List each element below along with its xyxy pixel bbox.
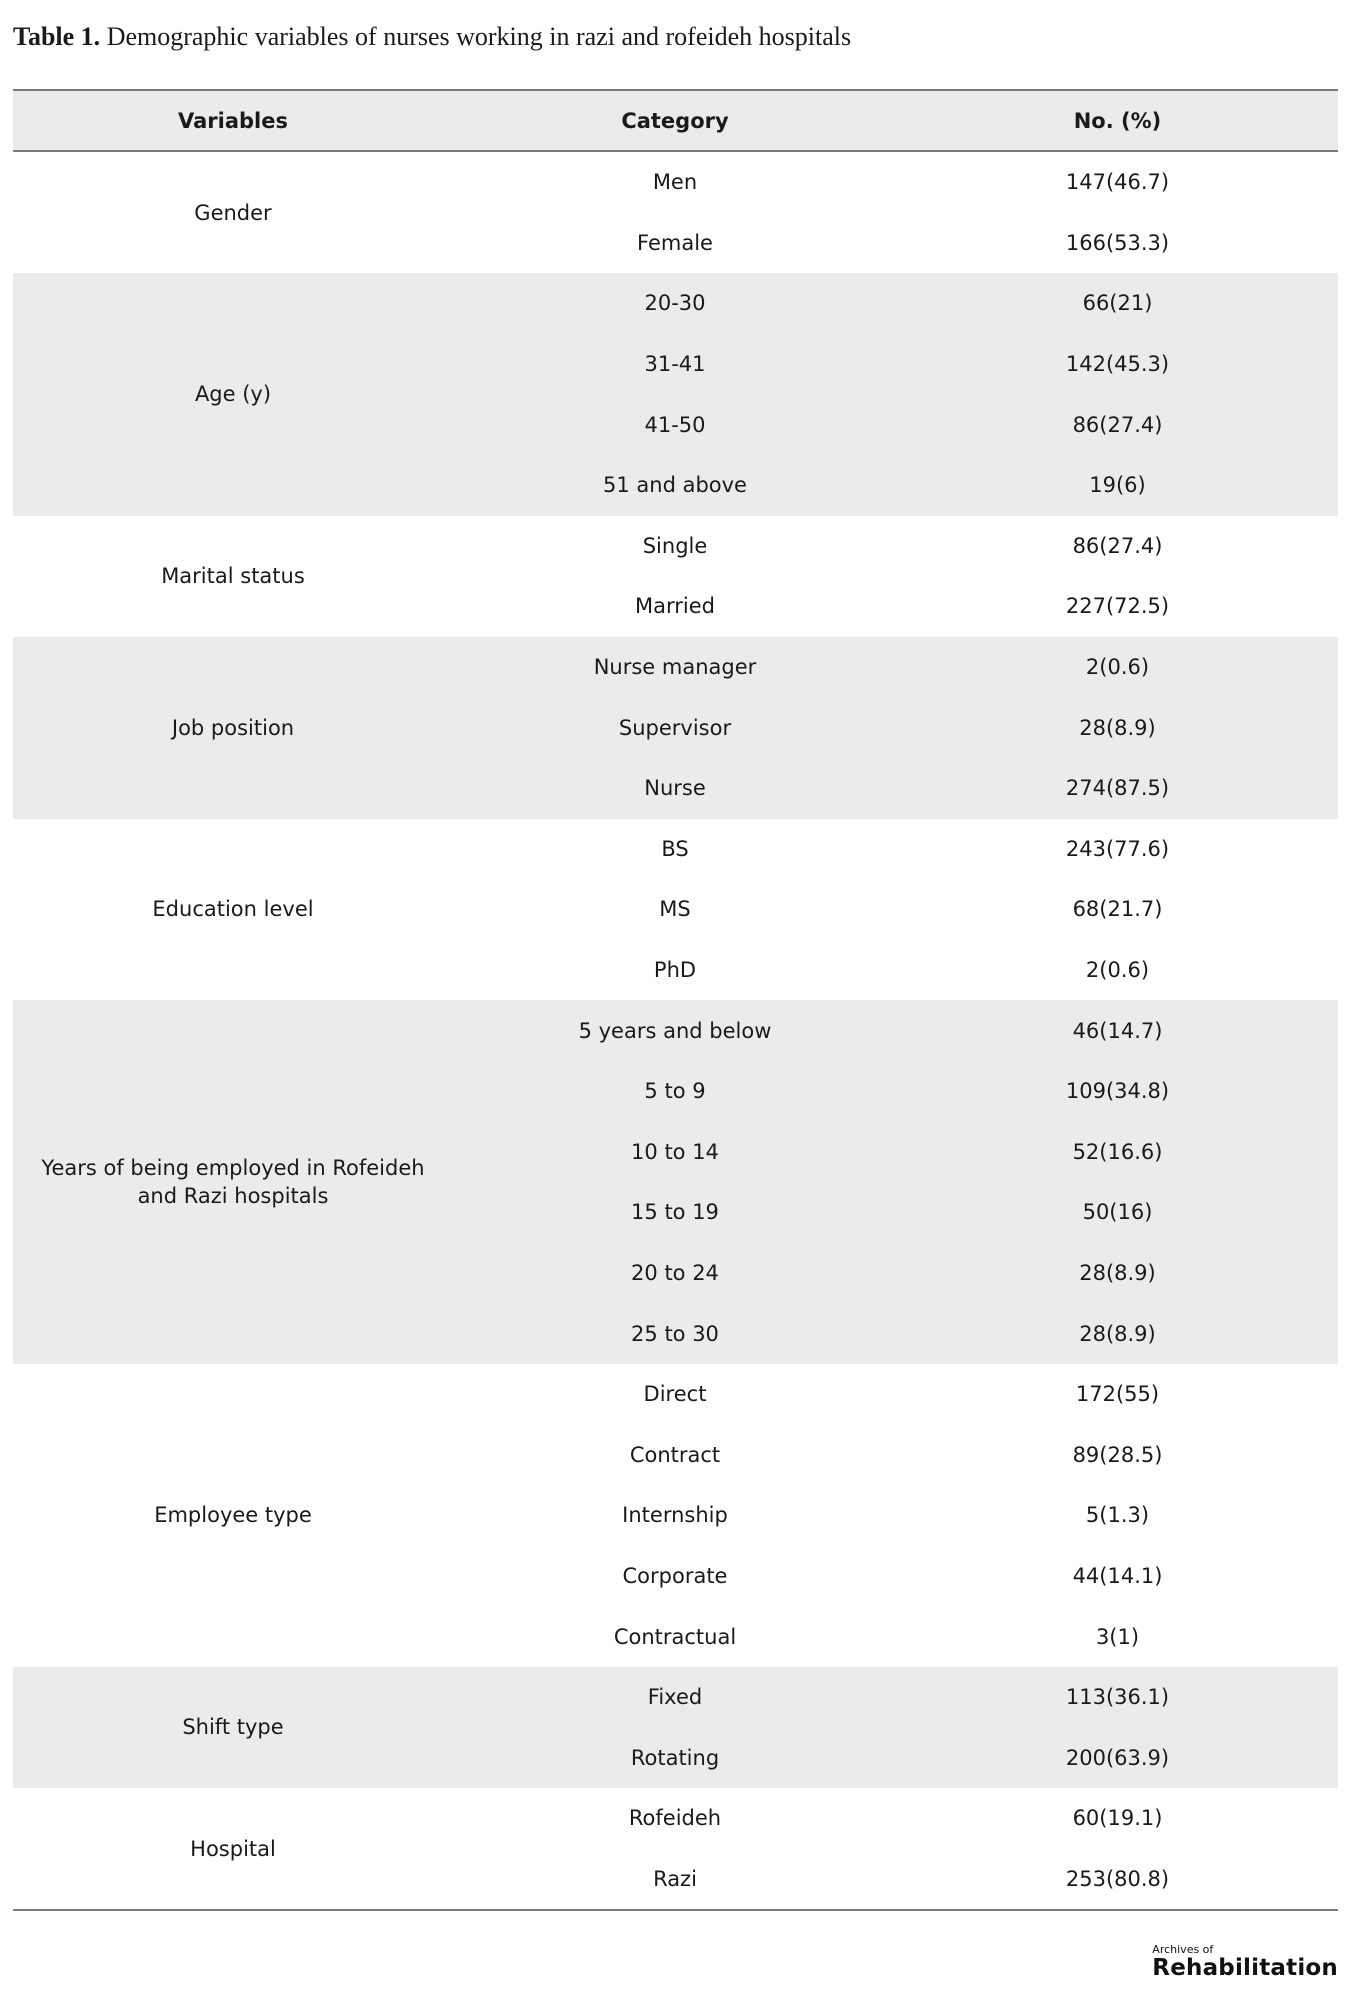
table-caption-text: Demographic variables of nurses working in razi and rofeideh hospitals (100, 22, 852, 51)
category-cell: Married (635, 594, 715, 619)
value-cell: 46(14.7) (1072, 1018, 1163, 1043)
table-row (453, 697, 1338, 758)
category-cell: 41-50 (644, 412, 706, 437)
table-row (453, 1303, 1338, 1364)
value-cell: 2(0.6) (1085, 655, 1150, 680)
category-cell: Nurse (644, 776, 706, 801)
table-row (453, 1364, 1338, 1425)
table-row (453, 1182, 1338, 1243)
category-cell: 51 and above (603, 473, 747, 498)
value-cell: 86(27.4) (1072, 533, 1163, 558)
table-group (13, 1364, 1338, 1667)
category-cell: Men (652, 170, 698, 195)
table-row (453, 152, 1338, 213)
value-cell: 243(77.6) (1065, 836, 1170, 861)
category-cell: Supervisor (618, 715, 732, 740)
category-cell: 5 to 9 (644, 1079, 706, 1104)
value-cell: 44(14.1) (1072, 1563, 1163, 1588)
category-cell: Razi (653, 1866, 697, 1891)
value-cell: 50(16) (1082, 1200, 1153, 1225)
category-cell: PhD (653, 958, 697, 983)
category-cell: Rotating (630, 1745, 720, 1770)
table-row (453, 940, 1338, 1001)
table-row (453, 334, 1338, 395)
table-row (453, 819, 1338, 880)
variable-cell: Marital status (161, 564, 305, 589)
value-cell: 52(16.6) (1072, 1139, 1163, 1164)
value-cell: 147(46.7) (1065, 170, 1170, 195)
value-cell: 28(8.9) (1079, 1321, 1156, 1346)
value-cell: 227(72.5) (1065, 594, 1170, 619)
table-group (13, 273, 1338, 515)
table-row (453, 1727, 1338, 1788)
category-cell: Female (637, 230, 713, 255)
table-row (453, 516, 1338, 577)
table-header-row (13, 91, 1338, 152)
variable-cell: Age (y) (194, 382, 272, 407)
journal-logo-small-text: Archives of (1152, 1943, 1214, 1956)
category-cell: Internship (622, 1503, 728, 1528)
value-cell: 142(45.3) (1065, 352, 1170, 377)
table-row (453, 1061, 1338, 1122)
header-variables: Variables (178, 108, 288, 133)
value-cell: 274(87.5) (1065, 776, 1170, 801)
table-row (453, 1546, 1338, 1607)
table-group (13, 819, 1338, 1001)
table-row (453, 576, 1338, 637)
variable-cell: Shift type (182, 1715, 284, 1740)
table-row (453, 273, 1338, 334)
table-group (13, 1000, 1338, 1364)
header-category: Category (621, 108, 729, 133)
value-cell: 2(0.6) (1085, 958, 1150, 983)
value-cell: 200(63.9) (1065, 1745, 1170, 1770)
table-row (453, 758, 1338, 819)
table-row (453, 1606, 1338, 1667)
journal-logo-name: Rehabilitation (1152, 1955, 1338, 1981)
category-cell: Nurse manager (593, 655, 757, 680)
variable-cell: Education level (152, 897, 314, 922)
category-cell: 25 to 30 (631, 1321, 719, 1346)
value-cell: 89(28.5) (1072, 1442, 1163, 1467)
table-body (13, 152, 1338, 1909)
table-caption-label: Table 1. (13, 22, 101, 51)
value-cell: 5(1.3) (1085, 1503, 1150, 1528)
table-row (453, 1667, 1338, 1728)
value-cell: 109(34.8) (1065, 1079, 1170, 1104)
table-group (13, 516, 1338, 637)
variable-cell: Gender (194, 200, 272, 225)
category-cell: Corporate (622, 1563, 728, 1588)
category-cell: Direct (643, 1382, 707, 1407)
category-cell: Contractual (613, 1624, 737, 1649)
table-row (453, 1788, 1338, 1849)
value-cell: 68(21.7) (1072, 897, 1163, 922)
table-group (13, 152, 1338, 273)
variable-cell: Employee type (154, 1503, 312, 1528)
table-row (453, 213, 1338, 274)
value-cell: 113(36.1) (1065, 1685, 1170, 1710)
variable-cell: Hospital (190, 1836, 276, 1861)
value-cell: 86(27.4) (1072, 412, 1163, 437)
value-cell: 3(1) (1095, 1624, 1140, 1649)
table-row (453, 1122, 1338, 1183)
category-cell: 10 to 14 (631, 1139, 719, 1164)
demographics-table (13, 89, 1338, 1911)
table-row (453, 1849, 1338, 1910)
table-row (453, 637, 1338, 698)
variable-cell: Job position (171, 715, 295, 740)
category-cell: 31-41 (644, 352, 706, 377)
value-cell: 253(80.8) (1065, 1866, 1170, 1891)
table-row (453, 1485, 1338, 1546)
category-cell: Contract (629, 1442, 721, 1467)
table-row (453, 1243, 1338, 1304)
category-cell: 20-30 (644, 291, 706, 316)
value-cell: 66(21) (1082, 291, 1153, 316)
table-row (453, 455, 1338, 516)
header-count-percent: No. (%) (1073, 108, 1162, 133)
table-group (13, 1788, 1338, 1909)
category-cell: Rofeideh (628, 1806, 722, 1831)
value-cell: 28(8.9) (1079, 715, 1156, 740)
variable-cell: Years of being employed in Rofeideh and Razi hospitals (41, 1156, 425, 1209)
table-row (453, 394, 1338, 455)
value-cell: 28(8.9) (1079, 1260, 1156, 1285)
value-cell: 19(6) (1089, 473, 1146, 498)
journal-logo (1152, 1944, 1338, 1980)
category-cell: 20 to 24 (631, 1260, 719, 1285)
category-cell: Single (642, 533, 708, 558)
category-cell: 5 years and below (578, 1018, 772, 1043)
value-cell: 60(19.1) (1072, 1806, 1163, 1831)
table-row (453, 879, 1338, 940)
category-cell: Fixed (647, 1685, 703, 1710)
category-cell: 15 to 19 (631, 1200, 719, 1225)
value-cell: 166(53.3) (1065, 230, 1170, 255)
table-row (453, 1000, 1338, 1061)
table-group (13, 637, 1338, 819)
value-cell: 172(55) (1075, 1382, 1160, 1407)
table-group (13, 1667, 1338, 1788)
table-row (453, 1424, 1338, 1485)
category-cell: BS (661, 836, 689, 861)
category-cell: MS (659, 897, 691, 922)
table-caption (13, 22, 851, 52)
